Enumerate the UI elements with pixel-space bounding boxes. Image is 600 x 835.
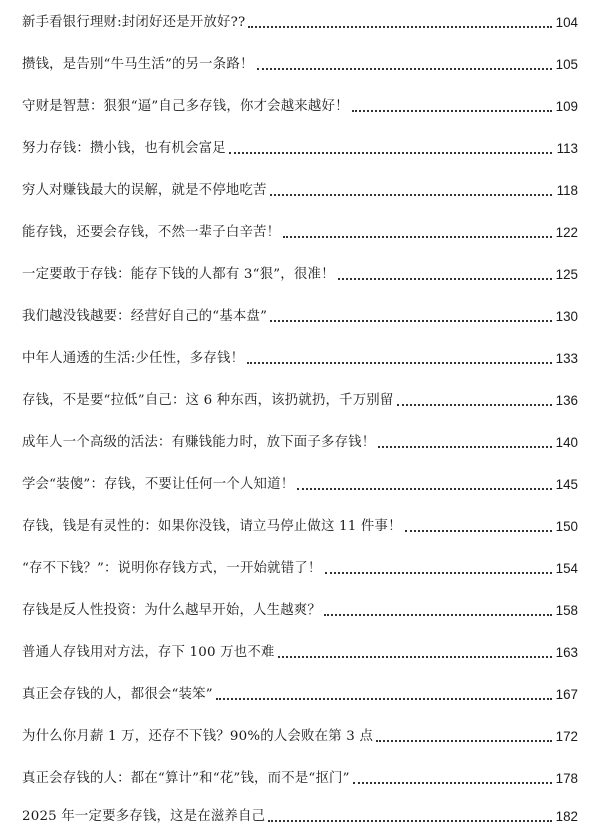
toc-entry[interactable] xyxy=(22,680,578,704)
toc-entry[interactable] xyxy=(22,428,578,452)
dot-leader xyxy=(270,194,552,196)
toc-entry[interactable] xyxy=(22,92,578,116)
toc-entry-title: 守财是智慧：狠狠“逼”自己多存钱，你才会越来越好！ xyxy=(22,99,349,114)
toc-entry-page-number: 140 xyxy=(555,435,578,450)
dot-leader xyxy=(353,782,552,784)
toc-entry-page-number: 130 xyxy=(555,309,578,324)
toc-entry-title: 真正会存钱的人，都很会“装笨” xyxy=(22,687,213,702)
toc-entry[interactable] xyxy=(22,638,578,662)
dot-leader xyxy=(297,488,551,490)
toc-entry-page-number: 136 xyxy=(555,393,578,408)
toc-entry-title: 一定要敢于存钱：能存下钱的人都有 3“狠”，很准！ xyxy=(22,267,335,282)
dot-leader xyxy=(270,320,552,322)
dot-leader xyxy=(257,68,552,70)
dot-leader xyxy=(278,656,552,658)
toc-entry-page-number: 109 xyxy=(555,99,578,114)
dot-leader xyxy=(247,362,551,364)
toc-entry-page-number: 178 xyxy=(555,771,578,786)
toc-entry-page-number: 154 xyxy=(555,561,578,576)
toc-entry-page-number: 158 xyxy=(555,603,578,618)
dot-leader xyxy=(216,698,552,700)
toc-entry-title: 存钱是反人性投资：为什么越早开始，人生越爽？ xyxy=(22,603,321,618)
dot-leader xyxy=(338,278,552,280)
toc-entry[interactable] xyxy=(22,802,578,826)
toc-entry-title: 学会“装傻”：存钱，不要让任何一个人知道！ xyxy=(22,477,295,492)
toc-entry-title: “存不下钱？”：说明你存钱方式，一开始就错了！ xyxy=(22,561,322,576)
toc-entry[interactable] xyxy=(22,722,578,746)
toc-entry-page-number: 182 xyxy=(555,809,578,824)
dot-leader xyxy=(324,614,552,616)
toc-entry-title: 真正会存钱的人：都在“算计”和“花”钱，而不是“抠门” xyxy=(22,771,350,786)
toc-entry-page-number: 118 xyxy=(556,183,578,198)
toc-entry-page-number: 150 xyxy=(555,519,578,534)
toc-entry[interactable] xyxy=(22,386,578,410)
toc-entry-title: 2025 年一定要多存钱，这是在滋养自己 xyxy=(22,809,266,824)
toc-entry-title: 为什么你月薪 1 万，还存不下钱？90%的人会败在第 3 点 xyxy=(22,729,374,744)
toc-entry-title: 攒钱，是告别“牛马生活”的另一条路！ xyxy=(22,57,254,72)
toc-entry-title: 成年人一个高级的活法：有赚钱能力时，放下面子多存钱！ xyxy=(22,435,376,450)
toc-entry[interactable] xyxy=(22,218,578,242)
dot-leader xyxy=(229,152,552,154)
dot-leader xyxy=(325,572,552,574)
dot-leader xyxy=(405,530,552,532)
toc-entry[interactable] xyxy=(22,596,578,620)
toc-entry-page-number: 133 xyxy=(555,351,578,366)
toc-entry[interactable] xyxy=(22,764,578,788)
toc-entry-title: 存钱，钱是有灵性的：如果你没钱，请立马停止做这 11 件事！ xyxy=(22,519,402,534)
toc-entry-page-number: 105 xyxy=(555,57,578,72)
dot-leader xyxy=(397,404,552,406)
toc-entry-page-number: 167 xyxy=(555,687,578,702)
dot-leader xyxy=(268,820,551,822)
toc-entry[interactable] xyxy=(22,176,578,200)
toc-entry[interactable] xyxy=(22,134,578,158)
toc-entry-page-number: 122 xyxy=(555,225,578,240)
toc-entry[interactable] xyxy=(22,344,578,368)
toc-entry-page-number: 145 xyxy=(555,477,578,492)
toc-entry[interactable] xyxy=(22,512,578,536)
toc-entry-page-number: 113 xyxy=(556,141,578,156)
toc-entry-title: 存钱，不是要“拉低”自己：这 6 种东西，该扔就扔，千万别留 xyxy=(22,393,394,408)
dot-leader xyxy=(378,446,551,448)
toc-entry-title: 中年人通透的生活:少任性，多存钱！ xyxy=(22,351,245,366)
toc-entry-title: 穷人对赚钱最大的误解，就是不停地吃苦 xyxy=(22,183,267,198)
toc-entry[interactable] xyxy=(22,260,578,284)
toc-entry[interactable] xyxy=(22,470,578,494)
toc-entry-page-number: 172 xyxy=(555,729,578,744)
dot-leader xyxy=(352,110,552,112)
dot-leader xyxy=(283,236,551,238)
dot-leader xyxy=(248,26,551,28)
toc-entry[interactable] xyxy=(22,554,578,578)
toc-entry-page-number: 104 xyxy=(555,15,578,30)
toc-entry-title: 能存钱，还要会存钱，不然一辈子白辛苦！ xyxy=(22,225,281,240)
dot-leader xyxy=(376,740,552,742)
toc-entry[interactable] xyxy=(22,50,578,74)
toc-entry[interactable] xyxy=(22,8,578,32)
toc-entry-page-number: 163 xyxy=(555,645,578,660)
toc-entry-title: 我们越没钱越要：经营好自己的“基本盘” xyxy=(22,309,268,324)
toc-entry-title: 新手看银行理财:封闭好还是开放好?? xyxy=(22,15,246,30)
toc-entry[interactable] xyxy=(22,302,578,326)
toc-entry-page-number: 125 xyxy=(555,267,578,282)
toc-entry-title: 努力存钱：攒小钱，也有机会富足 xyxy=(22,141,226,156)
toc-entry-title: 普通人存钱用对方法，存下 100 万也不难 xyxy=(22,645,275,660)
